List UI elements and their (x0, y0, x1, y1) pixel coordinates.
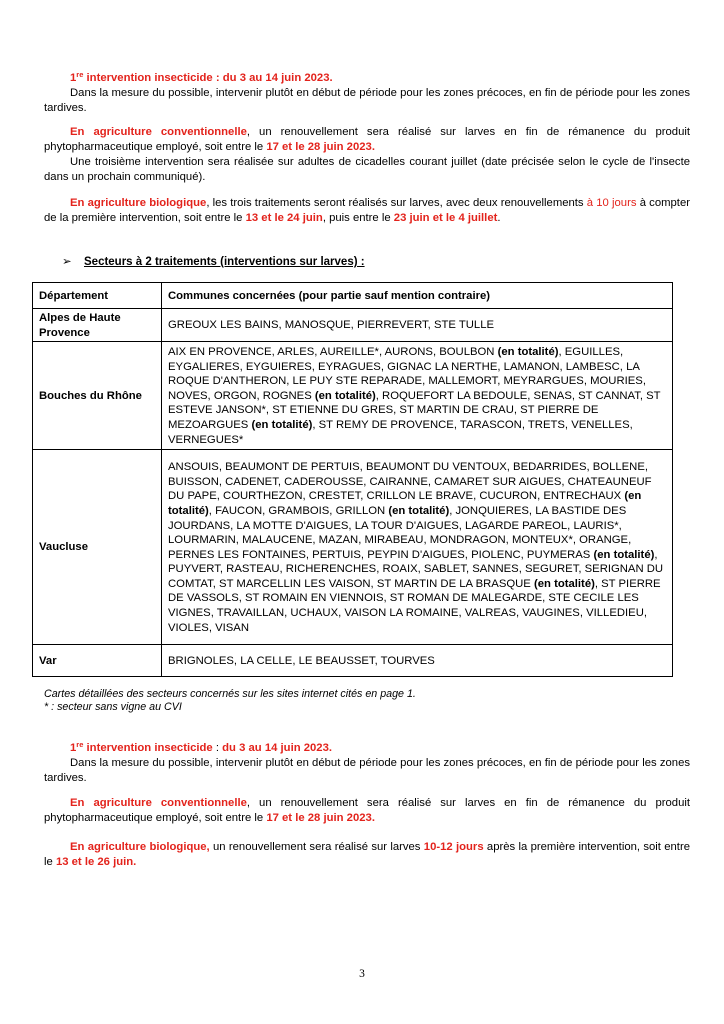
table-row (33, 450, 673, 645)
paragraph-third-intervention: Une troisième intervention sera réalisée sur adultes de cicadelles courant juillet (date précisée selon le cycle de l'insecte dans un prochain communiqué). (44, 156, 690, 183)
heading-number: 1 (70, 72, 77, 84)
page-number: 3 (359, 968, 365, 980)
communes-bold: (en totalité) (533, 577, 595, 590)
note-asterisk: * : secteur sans vigne au CVI (44, 701, 182, 713)
heading-text: intervention insecticide (83, 742, 213, 754)
organic-interval: à 10 jours (586, 197, 637, 209)
section-heading-title: Secteurs à 2 traitements (interventions sur larves) : (84, 256, 365, 268)
heading-dates: du 3 au 14 juin 2023. (222, 742, 333, 754)
table-row (33, 342, 673, 450)
organic-dates: 13 et le 26 juin. (55, 856, 137, 868)
sectors-table (32, 282, 673, 677)
organic-interval: 10-12 jours (423, 841, 484, 853)
paragraph-organic-2 (44, 840, 690, 870)
table-row (33, 645, 673, 677)
department-cell: Var (33, 645, 162, 677)
organic-dates-2: 23 juin et le 4 juillet (393, 212, 498, 224)
organic-label: En agriculture biologique, (70, 841, 210, 853)
communes-bold: (en totalité) (168, 490, 642, 517)
heading-text: intervention insecticide : du 3 au 14 juin 2023. (83, 72, 333, 84)
organic-text-b: à compter de la première intervention, soit entre le (44, 197, 690, 224)
paragraph-conventional-2 (44, 796, 690, 826)
paragraph-conventional-1 (44, 125, 690, 155)
department-cell: Alpes de Haute Provence (33, 309, 162, 342)
organic-text-a: , les trois traitements seront réalisés sur larves, avec deux renouvellements (206, 197, 587, 209)
conventional-text: , un renouvellement sera réalisé sur larves en fin de rémanence du produit phytopharmaceutique employé, soit entre le (44, 797, 690, 824)
conventional-dates: 17 et le 28 juin 2023. (266, 812, 375, 824)
communes-text: , ST REMY DE PROVENCE, TARASCON, TRETS, VENELLES, VERNEGUES* (168, 419, 633, 446)
communes-text: , EGUILLES, EYGALIERES, EYGUIERES, EYRAGUES, GIGNAC LA NERTHE, LAMANON, LAMBESC, LA ROQUE D'ANTHERON, LE PUY STE REPARADE, MALLEMORT, MEYRARGUES, MOURIES, NOVES, ORGON, ROGNES (168, 346, 646, 402)
communes-text: ANSOUIS, BEAUMONT DE PERTUIS, BEAUMONT DU VENTOUX, BEDARRIDES, BOLLENE, BUISSON, CADENET, CADEROUSSE, CAIRANNE, CAMARET SUR AIGUES, CHATEAUNEUF DU PAPE, COURTHEZON, CRESTET, CRILLON LE BRAVE, CUCURON, ENTRECHAUX (168, 461, 652, 503)
organic-dates-1: 13 et le 24 juin (245, 212, 323, 224)
department-cell: Bouches du Rhône (33, 342, 162, 450)
communes-cell (162, 342, 673, 450)
communes-bold: (en totalité) (497, 346, 559, 359)
communes-text: AIX EN PROVENCE, ARLES, AUREILLE*, AURONS, BOULBON (168, 346, 498, 359)
intervention-heading-2 (44, 741, 690, 756)
communes-bold: (en totalité) (593, 548, 655, 561)
communes-cell: GREOUX LES BAINS, MANOSQUE, PIERREVERT, STE TULLE (162, 309, 673, 342)
communes-text: , ST PIERRE DE VASSOLS, ST ROMAIN EN VIENNOIS, ST ROMAN DE MALEGARDE, STE CECILE LES VIGNES, TRAVAILLAN, UCHAUX, VAISON LA ROMAINE, VALREAS, VAUGINES, VILLEDIEU, VIOLES, VISAN (168, 577, 661, 634)
note-maps: Cartes détaillées des secteurs concernés sur les sites internet cités en page 1. (44, 688, 416, 700)
communes-text: , PUYVERT, RASTEAU, RICHERENCHES, ROAIX, SABLET, SANNES, SEGURET, SERIGNAN DU COMTAT, ST MARCELLIN LES VAISON, ST MARTIN DE LA BRASQUE (168, 548, 664, 590)
conventional-label: En agriculture conventionnelle (70, 797, 247, 809)
table-header-row (33, 283, 673, 309)
communes-text: , JONQUIERES, LA BASTIDE DES JOURDANS, LA MOTTE D'AIGUES, LA TOUR D'AIGUES, LAGARDE PAREOL, LAURIS*, LOURMARIN, MALAUCENE, MAZAN, MIRABEAU, MONDRAGON, MONTEUX*, ORANGE, PERNES LES FONTAINES, PERTUIS, PEYPIN D'AIGUES, PIOLENC, PUYMERAS (168, 504, 632, 561)
header-department: Département (33, 283, 162, 309)
organic-text-b: après la première intervention, soit entre le (44, 841, 690, 868)
intervention-heading-1 (44, 71, 690, 86)
organic-label: En agriculture biologique (70, 197, 207, 209)
paragraph-timing-2: Dans la mesure du possible, intervenir plutôt en début de période pour les zones précoces, en fin de période pour les zones tardives. (44, 757, 690, 784)
heading-colon: : (212, 742, 223, 754)
heading-sup: re (76, 740, 84, 749)
communes-cell (162, 450, 673, 645)
communes-cell: BRIGNOLES, LA CELLE, LE BEAUSSET, TOURVES (162, 645, 673, 677)
heading-sup: re (76, 70, 84, 79)
paragraph-timing-1: Dans la mesure du possible, intervenir plutôt en début de période pour les zones précoces, en fin de période pour les zones tardives. (44, 87, 690, 114)
department-cell: Vaucluse (33, 450, 162, 645)
conventional-text: , un renouvellement sera réalisé sur larves en fin de rémanence du produit phytopharmaceutique employé, soit entre le (44, 126, 690, 153)
communes-bold: (en totalité) (251, 419, 313, 432)
organic-text-c: , puis entre le (322, 212, 394, 224)
section-heading-2-treatments (62, 254, 365, 268)
arrow-bullet-icon: ➢ (62, 256, 72, 268)
conventional-label: En agriculture conventionnelle (70, 126, 247, 138)
organic-text-a: un renouvellement sera réalisé sur larves (209, 841, 424, 853)
communes-bold: (en totalité) (314, 389, 376, 402)
communes-text: , FAUCON, GRAMBOIS, GRILLON (208, 504, 389, 517)
organic-text-d: . (497, 212, 501, 224)
header-communes: Communes concernées (pour partie sauf mention contraire) (162, 283, 673, 309)
table-row (33, 309, 673, 342)
communes-bold: (en totalité) (388, 504, 450, 517)
conventional-dates: 17 et le 28 juin 2023. (266, 141, 375, 153)
paragraph-organic-1 (44, 196, 690, 226)
heading-number: 1 (70, 742, 77, 754)
communes-text: , ROQUEFORT LA BEDOULE, SENAS, ST CANNAT, ST ESTEVE JANSON*, ST ETIENNE DU GRES, ST MARTIN DE CRAU, ST PIERRE DE MEZOARGUES (168, 389, 661, 432)
